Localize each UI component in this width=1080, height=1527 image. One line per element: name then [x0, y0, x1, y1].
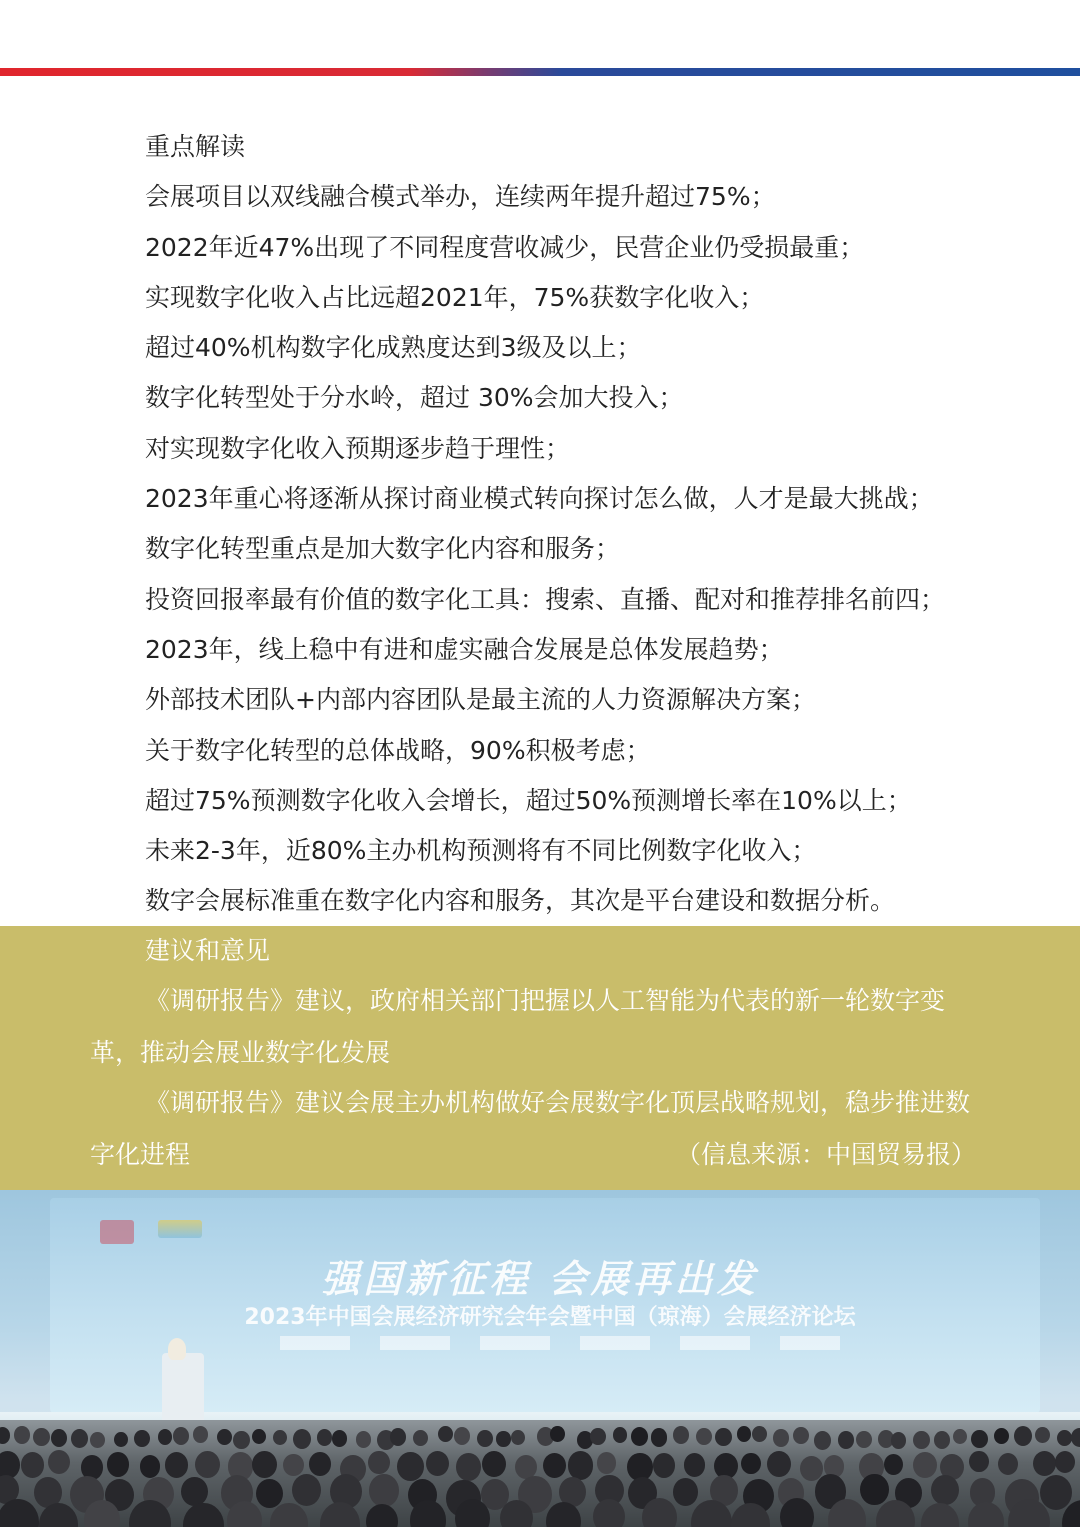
highlight-item: 2023年，线上稳中有进和虚实融合发展是总体发展趋势；: [145, 634, 784, 664]
audience-head: [1035, 1427, 1049, 1443]
audience-head: [0, 1427, 10, 1445]
sponsor-list: [280, 1336, 840, 1350]
event-slogan: 强国新征程 会展再出发: [321, 1256, 759, 1301]
advice-title: 建议和意见: [145, 936, 271, 965]
audience-head: [317, 1429, 333, 1446]
audience-head: [631, 1427, 648, 1446]
audience-head: [309, 1452, 330, 1476]
audience-head: [838, 1431, 854, 1448]
audience-head: [793, 1427, 809, 1445]
audience-head: [21, 1452, 44, 1477]
audience-head: [217, 1429, 232, 1445]
audience-head: [173, 1427, 189, 1445]
highlight-item: 未来2-3年，近80%主办机构预测将有不同比例数字化收入；: [145, 836, 817, 866]
audience-head: [934, 1431, 950, 1449]
audience-head: [737, 1426, 751, 1441]
audience-head: [715, 1428, 732, 1447]
audience-head: [953, 1429, 967, 1444]
audience-head: [438, 1426, 453, 1442]
highlight-item: 实现数字化收入占比远超2021年，75%获数字化收入；: [145, 282, 765, 312]
highlights-section: [145, 122, 1045, 927]
audience-head: [496, 1431, 510, 1447]
audience-head: [968, 1502, 1004, 1527]
audience-head: [856, 1431, 872, 1449]
audience-head: [368, 1451, 389, 1475]
audience-head: [651, 1428, 668, 1446]
advice-paragraph-2-line-2: 字化进程: [90, 1140, 191, 1169]
audience-head: [48, 1450, 70, 1474]
audience-head: [921, 1503, 959, 1527]
audience-head: [913, 1452, 937, 1478]
audience-head: [613, 1427, 627, 1442]
audience-head: [455, 1499, 490, 1527]
audience-head: [884, 1454, 904, 1476]
audience-head: [767, 1451, 791, 1477]
audience-head: [1033, 1451, 1056, 1477]
audience-head: [413, 1430, 428, 1446]
audience-head: [426, 1451, 449, 1477]
advice-paragraph-1-line-2: 革，推动会展业数字化发展: [90, 1038, 391, 1067]
audience-head: [369, 1474, 398, 1506]
highlight-item: 超过75%预测数字化收入会增长，超过50%预测增长率在10%以上；: [145, 785, 912, 815]
audience-head: [107, 1452, 129, 1477]
audience-head: [273, 1430, 287, 1445]
audience-head: [891, 1432, 907, 1449]
audience-head: [33, 1428, 49, 1446]
highlight-item: 会展项目以双线融合模式举办，连续两年提升超过75%；: [145, 182, 776, 212]
highlight-item: 投资回报率最有价值的数字化工具：搜索、直播、配对和推荐排名前四；: [145, 584, 946, 614]
audience-head: [252, 1451, 277, 1479]
audience: [0, 1420, 1080, 1527]
header-stripe: [0, 68, 1080, 76]
audience-head: [550, 1426, 564, 1442]
audience-head: [673, 1426, 689, 1443]
event-photo: [0, 1190, 1080, 1527]
audience-head: [741, 1453, 761, 1475]
audience-head: [366, 1504, 398, 1527]
audience-head: [477, 1430, 493, 1447]
audience-head: [1040, 1475, 1072, 1510]
highlight-item: 2023年重心将逐渐从探讨商业模式转向探讨怎么做，人才是最大挑战；: [145, 484, 934, 514]
audience-head: [969, 1451, 989, 1473]
audience-head: [71, 1429, 88, 1448]
highlight-item: 外部技术团队+内部内容团队是最主流的人力资源解决方案；: [145, 685, 816, 715]
audience-head: [673, 1478, 699, 1506]
audience-head: [696, 1428, 712, 1445]
audience-head: [800, 1456, 823, 1481]
audience-head: [814, 1431, 831, 1449]
audience-head: [543, 1453, 566, 1478]
source-note: （信息来源：中国贸易报）: [676, 1140, 977, 1169]
audience-head: [356, 1431, 371, 1447]
audience-head: [14, 1426, 30, 1443]
audience-head: [780, 1498, 814, 1527]
highlight-item: 对实现数字化收入预期逐步趋于理性；: [145, 433, 571, 463]
highlights-title: 重点解读: [145, 132, 246, 161]
audience-head: [165, 1452, 188, 1478]
audience-head: [590, 1428, 606, 1446]
host-logo: [158, 1220, 202, 1238]
audience-head: [653, 1453, 676, 1478]
audience-head: [134, 1430, 150, 1447]
advice-paragraph-2-line-1: 《调研报告》建议会展主办机构做好会展数字化顶层战略规划，稳步推进数: [145, 1088, 971, 1117]
audience-head: [642, 1498, 677, 1527]
audience-head: [515, 1455, 537, 1479]
audience-head: [195, 1451, 220, 1478]
audience-head: [931, 1475, 959, 1506]
audience-head: [292, 1474, 321, 1506]
audience-head: [410, 1500, 447, 1527]
audience-head: [511, 1430, 525, 1445]
podium: [162, 1353, 204, 1423]
audience-head: [1071, 1428, 1080, 1447]
speaker: [168, 1338, 186, 1360]
advice-paragraph-1-line-1: 《调研报告》建议，政府相关部门把握以人工智能为代表的新一轮数字变: [145, 986, 946, 1015]
audience-head: [256, 1479, 282, 1508]
audience-head: [1057, 1430, 1072, 1447]
highlight-item: 数字会展标准重在数字化内容和服务，其次是平台建设和数据分析。: [145, 886, 896, 916]
organizer-logo: [100, 1220, 134, 1244]
highlight-item: 数字化转型处于分水岭，超过 30%会加大投入；: [145, 383, 684, 413]
audience-head: [597, 1452, 617, 1474]
audience-head: [773, 1429, 789, 1446]
audience-head: [752, 1426, 766, 1442]
audience-head: [193, 1426, 208, 1443]
audience-head: [860, 1474, 888, 1505]
audience-head: [90, 1432, 104, 1448]
audience-head: [828, 1499, 867, 1527]
audience-head: [593, 1499, 625, 1527]
highlight-item: 数字化转型重点是加大数字化内容和服务；: [145, 534, 621, 564]
audience-head: [233, 1431, 249, 1449]
audience-head: [140, 1455, 160, 1477]
audience-head: [183, 1503, 224, 1527]
audience-head: [158, 1429, 172, 1445]
audience-head: [994, 1428, 1009, 1444]
audience-head: [397, 1452, 423, 1481]
forum-title: 2023年中国会展经济研究会年会暨中国（琼海）会展经济论坛: [244, 1305, 856, 1330]
audience-head: [181, 1477, 207, 1506]
audience-head: [51, 1429, 68, 1447]
audience-head: [998, 1453, 1018, 1475]
highlight-item: 关于数字化转型的总体战略，90%积极考虑；: [145, 735, 651, 765]
audience-head: [293, 1429, 311, 1449]
audience-head: [252, 1429, 266, 1445]
highlight-item: 超过40%机构数字化成熟度达到3级及以上；: [145, 333, 642, 363]
highlight-item: 2022年近47%出现了不同程度营收减少，民营企业仍受损最重；: [145, 232, 865, 262]
audience-head: [283, 1454, 303, 1477]
audience-head: [390, 1428, 406, 1446]
audience-head: [568, 1451, 594, 1479]
audience-head: [1055, 1451, 1075, 1473]
audience-head: [0, 1499, 39, 1527]
advice-section: [0, 926, 1080, 1190]
audience-head: [456, 1453, 481, 1481]
audience-head: [684, 1453, 705, 1476]
audience-head: [454, 1427, 470, 1445]
audience-head: [1014, 1426, 1032, 1446]
audience-head: [971, 1430, 988, 1448]
audience-head: [482, 1451, 506, 1477]
audience-head: [332, 1430, 347, 1446]
audience-head: [227, 1501, 262, 1527]
audience-head: [114, 1432, 128, 1448]
audience-head: [913, 1431, 930, 1449]
